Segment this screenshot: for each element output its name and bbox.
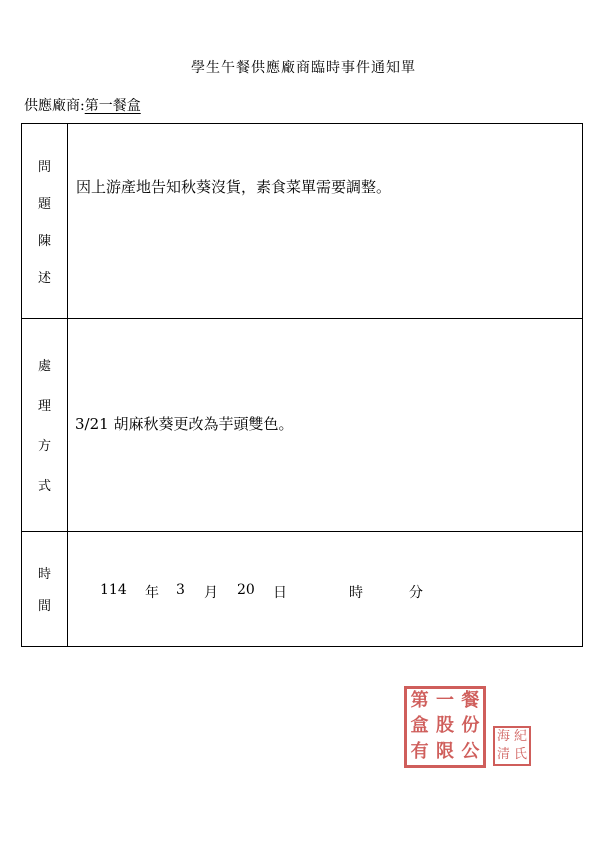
- label-char: 時: [37, 567, 51, 582]
- label-char: 題: [37, 196, 51, 212]
- seal-char: 海: [496, 729, 510, 744]
- vendor-label: 供應廠商:: [24, 98, 85, 114]
- seal-char: 股: [435, 715, 454, 737]
- seal-char: 氏: [513, 747, 527, 762]
- seal-char: 餐: [461, 690, 480, 711]
- vendor-line: [24, 95, 141, 115]
- representative-seal: [493, 726, 531, 766]
- problem-label: [38, 160, 51, 287]
- time-content-cell: [68, 532, 583, 647]
- problem-content-cell: [68, 124, 583, 319]
- day-unit: 日: [273, 585, 287, 601]
- company-seal: [404, 686, 486, 768]
- solution-row: [22, 319, 583, 532]
- month-value: 3: [176, 582, 185, 598]
- seal-char: 紀: [513, 729, 527, 744]
- seal-char: 公: [461, 740, 480, 762]
- solution-description: 3/21 胡麻秋葵更改為芋頭雙色。: [75, 415, 294, 433]
- time-row: [22, 532, 583, 647]
- document-title: 學生午餐供應廠商臨時事件通知單: [191, 60, 416, 76]
- notice-form-table: [21, 123, 583, 647]
- seal-char: 盒: [410, 715, 429, 737]
- year-value: 114: [100, 582, 127, 598]
- seal-char: 清: [496, 747, 510, 762]
- vendor-name: 第一餐盒: [84, 98, 141, 114]
- hour-unit: 時: [349, 585, 363, 601]
- problem-row: [22, 124, 583, 319]
- label-char: 式: [37, 479, 51, 494]
- time-label-cell: [22, 532, 68, 647]
- label-char: 處: [37, 359, 51, 374]
- problem-label-cell: [22, 124, 68, 319]
- seal-char: 有: [410, 740, 429, 762]
- year-unit: 年: [145, 585, 159, 601]
- solution-content-cell: [68, 319, 583, 532]
- problem-description: 因上游產地告知秋葵沒貨，素食菜單需要調整。: [76, 178, 392, 196]
- seal-char: 一: [435, 690, 454, 711]
- label-char: 間: [37, 599, 51, 614]
- minute-unit: 分: [409, 585, 423, 601]
- label-char: 方: [37, 439, 51, 454]
- label-char: 理: [37, 399, 51, 414]
- time-label: [38, 567, 51, 615]
- seal-char: 第: [410, 690, 429, 711]
- seal-char: 份: [461, 715, 480, 737]
- solution-label-cell: [22, 319, 68, 532]
- solution-label: [38, 359, 51, 495]
- seal-char: 限: [435, 740, 454, 762]
- label-char: 陳: [37, 233, 51, 249]
- label-char: 問: [37, 159, 51, 175]
- month-unit: 月: [204, 585, 218, 601]
- day-value: 20: [237, 582, 255, 598]
- label-char: 述: [37, 270, 51, 286]
